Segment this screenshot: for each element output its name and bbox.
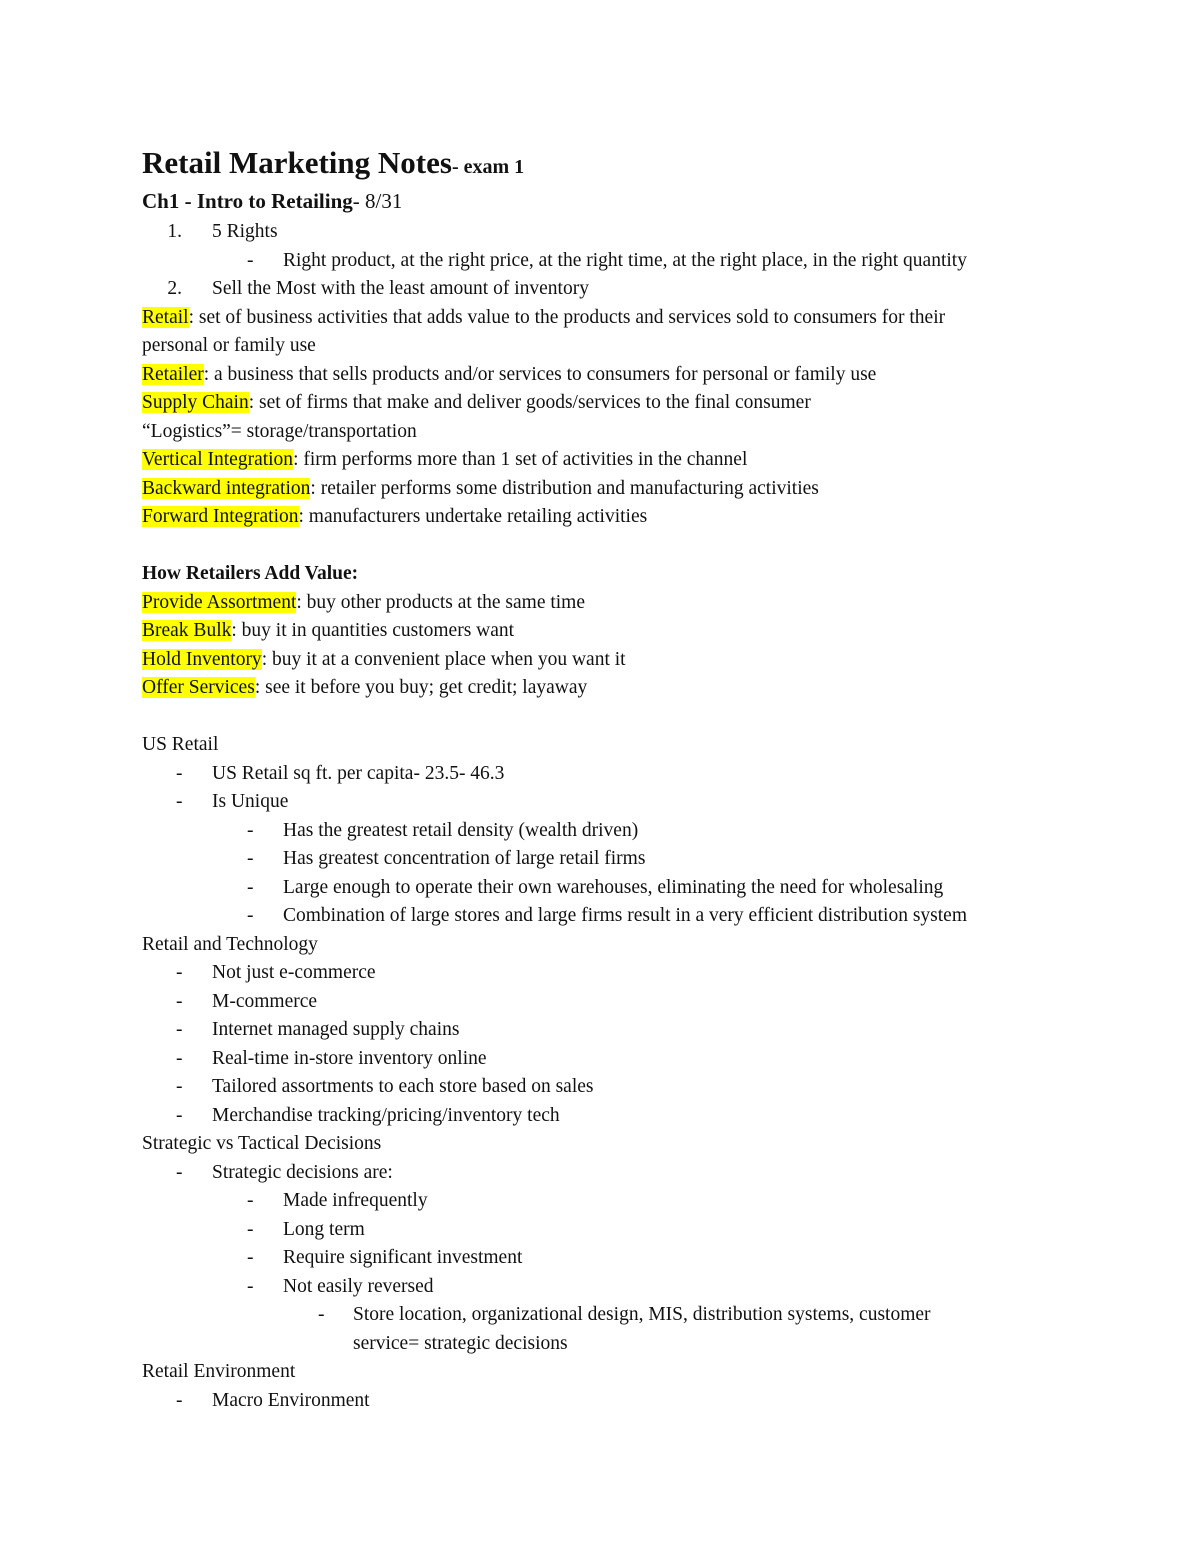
bullet-dash: -	[176, 1047, 183, 1069]
bullet-text: Real-time in-store inventory online	[212, 1047, 487, 1069]
definition-retail	[142, 304, 1062, 333]
chapter-title: Ch1 - Intro to Retailing	[142, 189, 353, 213]
numbered-item	[142, 218, 1062, 247]
bullet-item	[142, 1159, 1062, 1188]
bullet-item	[142, 1102, 1062, 1131]
term-highlight: Offer Services	[142, 677, 255, 698]
term-highlight: Break Bulk	[142, 620, 232, 641]
bullet-dash: -	[318, 1304, 325, 1325]
sub-bullet	[142, 874, 1062, 903]
bullet-dash: -	[176, 1076, 183, 1097]
sub-bullet	[142, 1187, 1062, 1216]
document-content	[142, 142, 1062, 1415]
bullet-text: Not just e-commerce	[212, 962, 376, 983]
bullet-item	[142, 1045, 1062, 1074]
term-highlight: Retailer	[142, 363, 204, 385]
value-item	[142, 589, 1062, 618]
bullet-text: M-commerce	[212, 990, 318, 1012]
definition-text: : retailer performs some distribution and manufacturing activities	[310, 477, 819, 499]
title-main: Retail Marketing Notes	[142, 145, 452, 180]
bullet-text: Is Unique	[212, 791, 289, 812]
bullet-item	[142, 959, 1062, 988]
logistics-line: “Logistics”= storage/transportation	[142, 420, 417, 442]
bullet-dash: -	[247, 876, 254, 898]
bullet-text: Has the greatest retail density (wealth driven)	[283, 819, 639, 841]
value-text: : buy it at a convenient place when you want it	[261, 648, 626, 670]
title-sub: - exam 1	[451, 156, 525, 178]
value-item	[142, 646, 1062, 675]
chapter-date: - 8/31	[352, 189, 403, 213]
bullet-dash: -	[247, 905, 254, 926]
bullet-item	[142, 760, 1062, 789]
item-number: 1.	[167, 221, 182, 242]
definition-text: : manufacturers undertake retailing activities	[298, 506, 648, 527]
bullet-item	[142, 1073, 1062, 1102]
sub-bullet	[142, 902, 1062, 931]
term-highlight: Hold Inventory	[142, 648, 262, 670]
bullet-dash: -	[247, 1247, 254, 1268]
definition-text: : a business that sells products and/or services to consumers for personal or family use	[203, 363, 877, 385]
bullet-dash: -	[247, 1190, 254, 1211]
bullet-text: Merchandise tracking/pricing/inventory tech	[212, 1104, 560, 1126]
value-text: : see it before you buy; get credit; layaway	[254, 677, 588, 698]
value-item	[142, 674, 1062, 703]
bullet-text: Combination of large stores and large firms result in a very efficient distribution system	[283, 905, 967, 926]
bullet-dash: -	[176, 990, 183, 1012]
value-item	[142, 617, 1062, 646]
bullet-text: service= strategic decisions	[353, 1332, 568, 1354]
chapter-heading	[142, 184, 1062, 218]
bullet-text: Macro Environment	[212, 1389, 370, 1411]
sub-bullet	[142, 1273, 1062, 1302]
sub-bullet	[142, 247, 1062, 276]
term-highlight: Retail	[142, 306, 189, 328]
bullet-dash: -	[247, 848, 254, 869]
bullet-dash: -	[247, 1218, 254, 1240]
document-title	[142, 142, 1062, 184]
bullet-text: Right product, at the right price, at the right time, at the right place, in the right quantity	[283, 249, 967, 271]
definition-text: : set of firms that make and deliver goods/services to the final consumer	[248, 392, 811, 413]
term-highlight: Provide Assortment	[142, 591, 297, 613]
bullet-dash: -	[176, 1161, 183, 1183]
bullet-item	[142, 988, 1062, 1017]
bullet-text: Not easily reversed	[283, 1275, 434, 1297]
bullet-text: Strategic decisions are:	[212, 1161, 393, 1183]
bullet-dash: -	[176, 962, 183, 983]
section-heading-technology: Retail and Technology	[142, 933, 318, 955]
bullet-text: Large enough to operate their own warehouses, eliminating the need for wholesaling	[283, 876, 944, 898]
value-text: : buy it in quantities customers want	[231, 620, 515, 641]
bullet-dash: -	[247, 249, 254, 271]
bullet-text: Store location, organizational design, MIS, distribution systems, customer	[353, 1304, 931, 1325]
item-text: 5 Rights	[212, 221, 278, 242]
term-highlight: Forward Integration	[142, 506, 299, 527]
section-heading-value: How Retailers Add Value:	[142, 563, 359, 584]
sub-bullet	[142, 817, 1062, 846]
definition-text: : set of business activities that adds value to the products and services sold to consumers for their	[188, 306, 946, 328]
sub-bullet	[142, 1216, 1062, 1245]
definition-backward-integration	[142, 475, 1062, 504]
sub-sub-bullet-continuation	[142, 1330, 1062, 1359]
term-highlight: Backward integration	[142, 477, 311, 499]
bullet-item	[142, 1016, 1062, 1045]
term-highlight: Supply Chain	[142, 392, 249, 413]
bullet-text: Long term	[283, 1218, 365, 1240]
sub-bullet	[142, 845, 1062, 874]
term-highlight: Vertical Integration	[142, 449, 294, 470]
definition-text: : firm performs more than 1 set of activities in the channel	[293, 449, 748, 470]
sub-sub-bullet	[142, 1301, 1062, 1330]
bullet-dash: -	[176, 762, 183, 784]
section-heading-strategic: Strategic vs Tactical Decisions	[142, 1133, 382, 1154]
bullet-text: Internet managed supply chains	[212, 1019, 460, 1040]
blank-line	[142, 532, 1062, 561]
definition-supply-chain	[142, 389, 1062, 418]
sub-bullet	[142, 1244, 1062, 1273]
bullet-text: Require significant investment	[283, 1247, 523, 1268]
bullet-dash: -	[247, 1275, 254, 1297]
bullet-item	[142, 1387, 1062, 1416]
definition-forward-integration	[142, 503, 1062, 532]
bullet-dash: -	[176, 1389, 183, 1411]
definition-continuation: personal or family use	[142, 335, 316, 356]
bullet-text: US Retail sq ft. per capita- 23.5- 46.3	[212, 762, 505, 784]
section-heading-environment: Retail Environment	[142, 1361, 296, 1382]
definition-vertical-integration	[142, 446, 1062, 475]
bullet-dash: -	[176, 791, 183, 812]
definition-retailer	[142, 361, 1062, 390]
value-text: : buy other products at the same time	[296, 591, 586, 613]
bullet-dash: -	[176, 1019, 183, 1040]
bullet-text: Made infrequently	[283, 1190, 428, 1211]
numbered-item	[142, 275, 1062, 304]
blank-line	[142, 703, 1062, 732]
bullet-item	[142, 788, 1062, 817]
item-text: Sell the Most with the least amount of inventory	[212, 278, 589, 299]
bullet-dash: -	[176, 1104, 183, 1126]
bullet-dash: -	[247, 819, 254, 841]
bullet-text: Tailored assortments to each store based on sales	[212, 1076, 594, 1097]
section-heading-us-retail: US Retail	[142, 734, 219, 755]
bullet-text: Has greatest concentration of large retail firms	[283, 848, 646, 869]
item-number: 2.	[167, 278, 182, 299]
